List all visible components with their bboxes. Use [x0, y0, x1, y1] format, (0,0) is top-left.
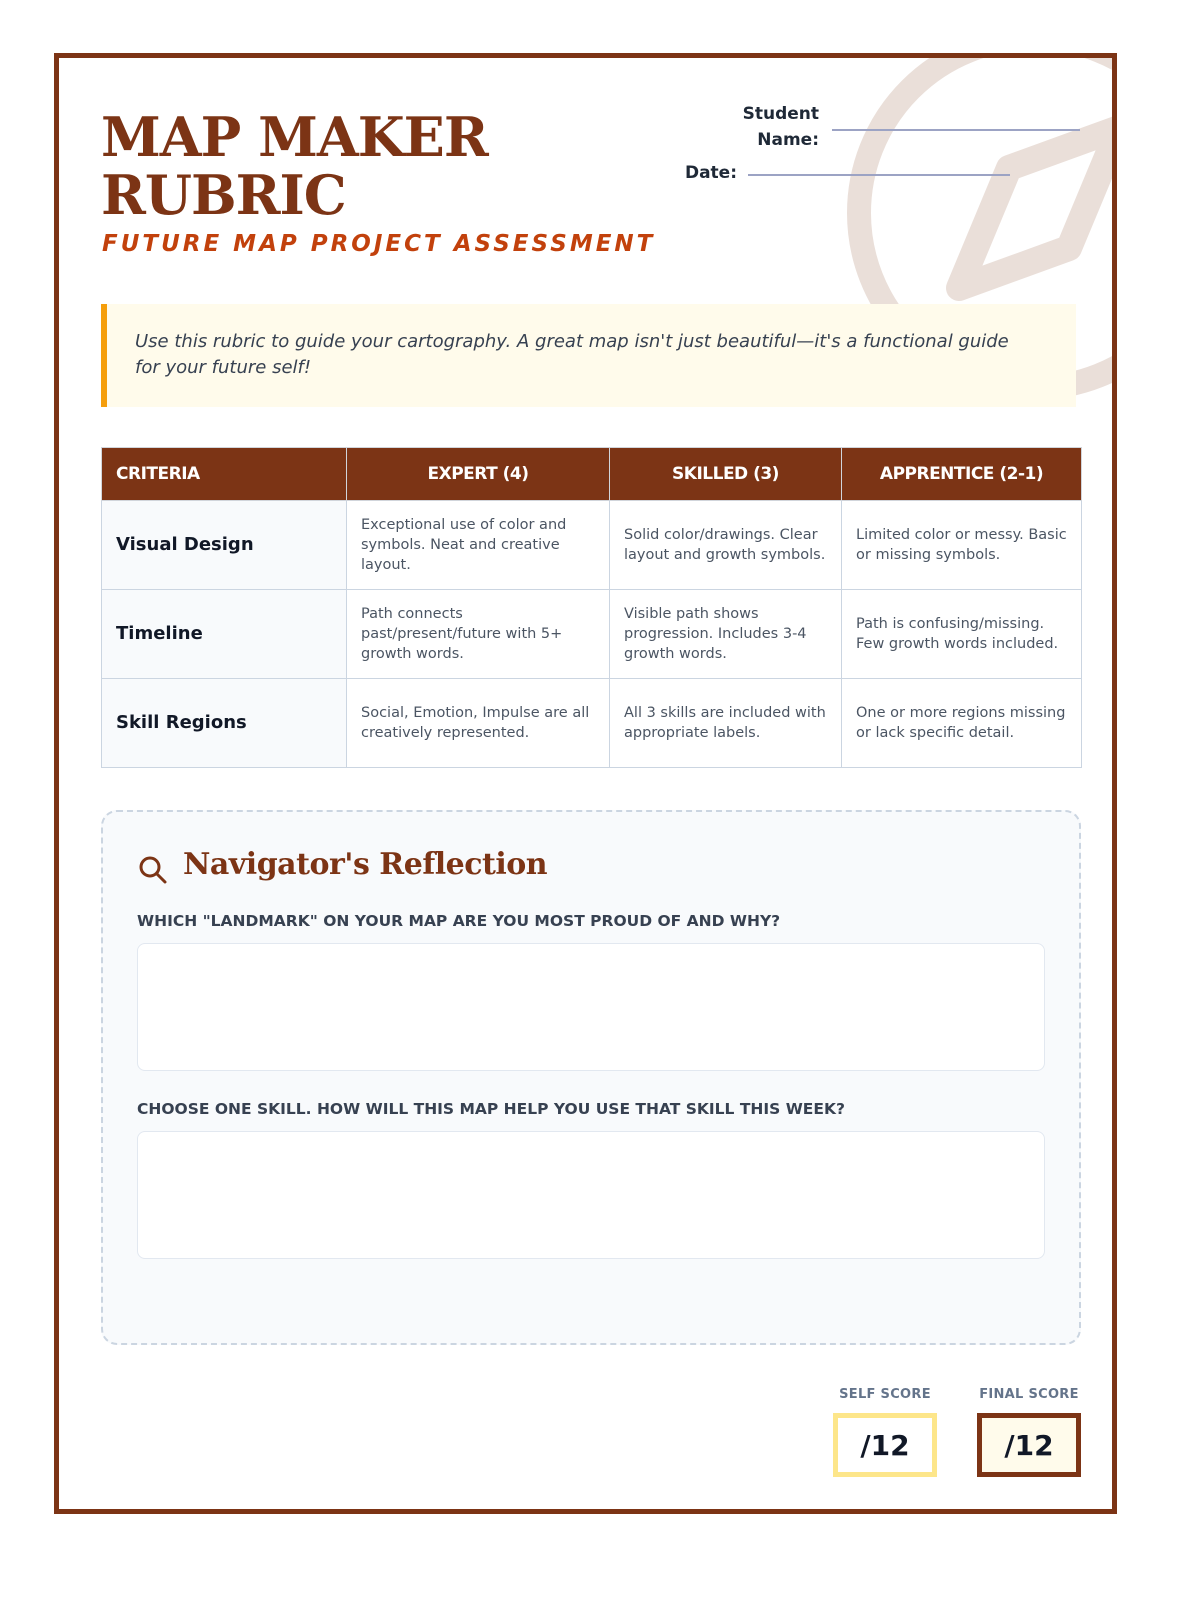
- question-1-answer-box[interactable]: [137, 943, 1045, 1071]
- page-subtitle: FUTURE MAP PROJECT ASSESSMENT: [102, 231, 656, 257]
- self-score-label: SELF SCORE: [839, 1387, 931, 1402]
- criteria-cell: Visual Design: [102, 501, 347, 590]
- apprentice-cell: Limited color or messy. Basic or missing symbols.: [842, 501, 1082, 590]
- criteria-cell: Timeline: [102, 590, 347, 679]
- rubric-sheet: [54, 53, 1117, 1514]
- expert-cell: Path connects past/present/future with 5+ growth words.: [347, 590, 610, 679]
- self-score-box[interactable]: /12: [833, 1413, 937, 1477]
- search-icon: [137, 854, 169, 886]
- skilled-cell: All 3 skills are included with appropriate labels.: [610, 679, 842, 768]
- student-name-label-line2: Name:: [757, 130, 819, 150]
- question-2-label: CHOOSE ONE SKILL. HOW WILL THIS MAP HELP YOU USE THAT SKILL THIS WEEK?: [137, 1100, 845, 1118]
- student-name-label-line1: Student: [742, 104, 819, 124]
- criteria-cell: Skill Regions: [102, 679, 347, 768]
- header-apprentice: APPRENTICE (2-1): [842, 448, 1082, 501]
- page-title: MAP MAKER RUBRIC: [101, 105, 488, 227]
- date-label: Date:: [684, 163, 737, 183]
- table-row: [102, 679, 1082, 768]
- table-row: [102, 501, 1082, 590]
- final-score-label: FINAL SCORE: [979, 1387, 1079, 1402]
- final-score-box[interactable]: /12: [977, 1413, 1081, 1477]
- expert-cell: Exceptional use of color and symbols. Neat and creative layout.: [347, 501, 610, 590]
- question-2-answer-box[interactable]: [137, 1131, 1045, 1259]
- skilled-cell: Solid color/drawings. Clear layout and growth symbols.: [610, 501, 842, 590]
- expert-cell: Social, Emotion, Impulse are all creatively represented.: [347, 679, 610, 768]
- date-field[interactable]: [748, 174, 1010, 176]
- apprentice-cell: Path is confusing/missing. Few growth words included.: [842, 590, 1082, 679]
- rubric-table: [101, 447, 1082, 768]
- table-row: [102, 590, 1082, 679]
- student-name-field[interactable]: [832, 129, 1080, 131]
- rubric-header-row: [102, 448, 1082, 501]
- header-criteria: CRITERIA: [102, 448, 347, 501]
- apprentice-cell: One or more regions missing or lack specific detail.: [842, 679, 1082, 768]
- intro-callout: Use this rubric to guide your cartography. A great map isn't just beautiful—it's a functional guide for your future self!: [101, 304, 1076, 407]
- question-1-label: WHICH "LANDMARK" ON YOUR MAP ARE YOU MOST PROUD OF AND WHY?: [137, 912, 781, 930]
- header-expert: EXPERT (4): [347, 448, 610, 501]
- skilled-cell: Visible path shows progression. Includes 3-4 growth words.: [610, 590, 842, 679]
- reflection-title: Navigator's Reflection: [183, 847, 548, 882]
- header-skilled: SKILLED (3): [610, 448, 842, 501]
- student-name-label: [719, 101, 819, 153]
- reflection-section: [101, 810, 1081, 1345]
